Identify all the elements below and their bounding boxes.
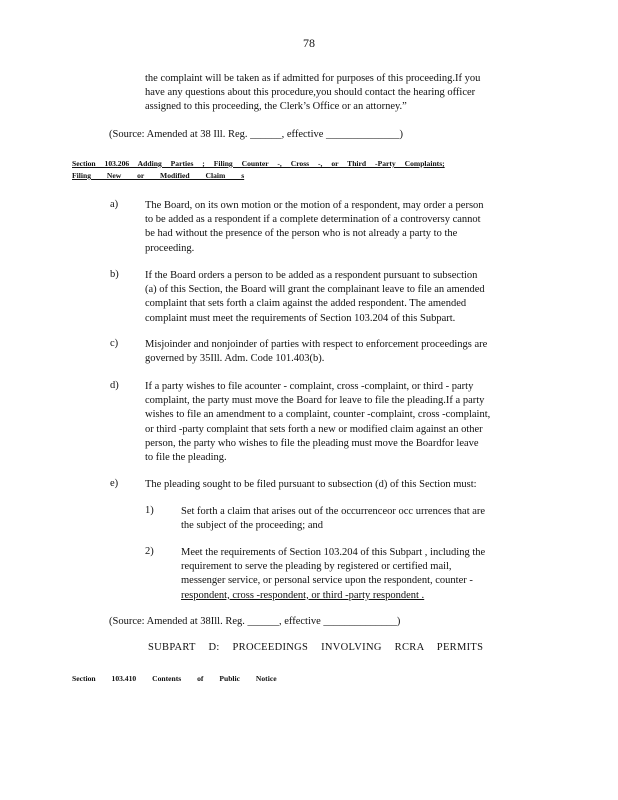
intro-line: assigned to this proceeding, the Clerk’s Office or an attorney.” — [145, 101, 407, 113]
item-a-text — [145, 199, 528, 256]
subitem-line: messenger service, or personal service upon the respondent, counter - — [181, 575, 473, 587]
subitem-line: the subject of the proceeding; and — [181, 520, 323, 532]
item-label: c) — [110, 338, 119, 349]
item-line: to be added as a respondent if a complete determination of a controversy cannot — [145, 214, 481, 226]
item-d-text — [145, 380, 528, 465]
intro-line: the complaint will be taken as if admitted for purposes of this proceeding.If you — [145, 73, 481, 84]
item-line: be had without the presence of the person who is not already a party to the — [145, 228, 458, 240]
item-e-text — [145, 478, 528, 492]
item-c-text — [145, 338, 535, 366]
item-line: to file the pleading. — [145, 452, 227, 464]
subpart-heading: SUBPART D: PROCEEDINGS INVOLVING RCRA PERMITS — [148, 642, 484, 653]
source-note-2: (Source: Amended at 38Ill. Reg. ______, effective ______________) — [109, 616, 401, 627]
item-line: If a party wishes to file acounter - complaint, cross -complaint, or third - party — [145, 381, 474, 392]
subitem-line: Meet the requirements of Section 103.204 of this Subpart , including the — [181, 547, 486, 558]
subitem-1-text — [181, 505, 525, 533]
item-label: e) — [110, 478, 119, 489]
intro-line: have any questions about this procedure,you should contact the hearing officer — [145, 87, 476, 99]
item-line: person, the party who wishes to file the pleading must move the Boardfor leave — [145, 437, 479, 449]
section-heading-line: Section 103.206 Adding Parties ; Filing Counter -, Cross -, or Third -Party Complaints; — [72, 159, 445, 168]
item-label: d) — [110, 380, 119, 391]
subitem-line: requirement to serve the pleading by registered or certified mail, — [181, 561, 452, 573]
subitem-label: 1) — [145, 505, 154, 516]
item-line: complaint, the party must move the Board for leave to file the pleading.If a party — [145, 395, 485, 407]
item-line: wishes to file an amendment to a complaint, counter -complaint, cross -complaint, — [145, 409, 491, 421]
item-line: Misjoinder and nonjoinder of parties with respect to enforcement proceedings are — [145, 339, 488, 350]
page-number: 78 — [303, 36, 315, 50]
item-line: The Board, on its own motion or the motion of a respondent, may order a person — [145, 200, 484, 211]
section-heading-line: Filing New or Modified Claim s — [72, 171, 245, 180]
item-line: or third -party complaint that sets forth a new or modified claim against an other — [145, 423, 483, 435]
section-103-206-heading — [72, 158, 445, 182]
item-line: governed by 35Ill. Adm. Code 101.403(b). — [145, 353, 325, 365]
intro-paragraph — [145, 72, 528, 115]
item-label: b) — [110, 269, 119, 280]
item-b-text — [145, 269, 528, 326]
subitem-label: 2) — [145, 546, 154, 557]
item-line: complaint must meet the requirements of Section 103.204 of this Subpart. — [145, 312, 456, 324]
item-line: complaint that sets forth a claim against the added respondent. The amended — [145, 298, 467, 310]
subitem-2-text — [181, 546, 525, 603]
item-label: a) — [110, 199, 119, 210]
item-line: (a) of this Section, the Board will grant the complainant leave to file an amended — [145, 284, 485, 296]
subitem-line: respondent, cross -respondent, or third -party respondent . — [181, 589, 425, 601]
item-line: If the Board orders a person to be added as a respondent pursuant to subsection — [145, 270, 478, 281]
source-note-1: (Source: Amended at 38 Ill. Reg. ______, effective ______________) — [109, 129, 404, 140]
subitem-line: Set forth a claim that arises out of the occurrenceor occ urrences that are — [181, 506, 486, 517]
item-line: proceeding. — [145, 242, 195, 254]
section-heading-line: Section 103.410 Contents of Public Notice — [72, 674, 277, 683]
item-line: The pleading sought to be filed pursuant to subsection (d) of this Section must: — [145, 479, 477, 490]
section-103-410-heading — [72, 673, 277, 685]
